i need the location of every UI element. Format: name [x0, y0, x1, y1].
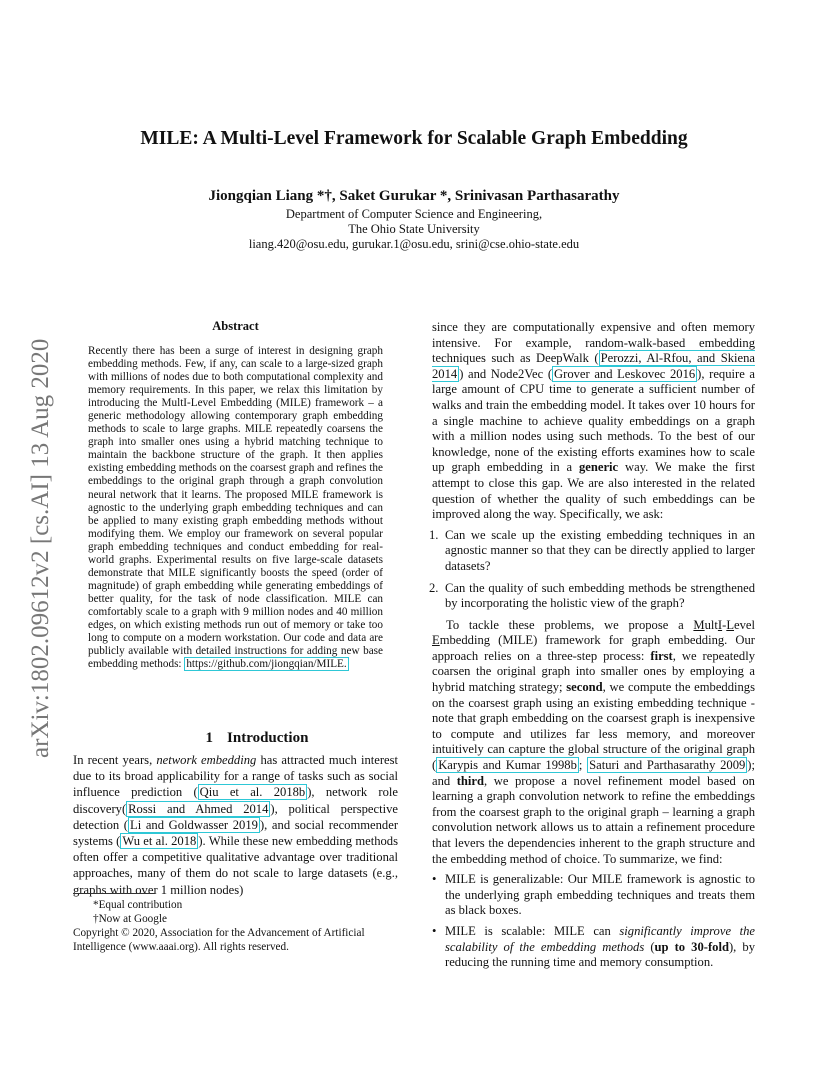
footnote-rule — [73, 893, 155, 894]
section-number: 1 — [205, 730, 214, 746]
bold-text: up to 30-fold — [654, 939, 729, 954]
citation-link[interactable]: Perozzi, Al-Rfou, and Skiena 2014 — [432, 351, 755, 381]
finding-text: MILE is scalable: MILE can — [445, 923, 620, 938]
question-number: 2. — [429, 580, 439, 595]
right-column — [429, 320, 755, 976]
affiliation-department: Department of Computer Science and Engineering, — [285, 207, 543, 221]
question-item — [429, 527, 755, 575]
finding-item — [432, 872, 755, 919]
finding-emphasis: significantly improve the scalability of the embedding methods — [445, 923, 755, 954]
intro-text: ). While these new embedding methods often offer a competitive qualitative advantage over traditional approaches, many of them do not scale to large datasets (e.g., graphs with over 1 million nodes) — [73, 834, 399, 897]
finding-item — [432, 924, 755, 971]
finding-text: MILE is generalizable: Our MILE framework is agnostic to the underlying graph embedding techniques and treats them as black boxes. — [445, 872, 755, 918]
citation-link[interactable]: Wu et al. 2018 — [122, 834, 197, 849]
body-text: ult — [704, 617, 718, 632]
question-item — [429, 580, 755, 612]
body-text: To tackle these problems, we propose a — [446, 617, 694, 632]
body-text: , we compute the embeddings on the coarsest graph using an existing embedding technique - note that graph embedding on the coarsest graph is inexpensive to compute and utilizes far less memory, and moreover intuitively can capture the global structure of the original graph ( — [432, 680, 755, 773]
section-title: Introduction — [227, 730, 309, 746]
question-text: Can the quality of such embedding methods be strengthened by incorporating the holistic view of the graph? — [445, 580, 755, 611]
citation-link[interactable]: Rossi and Ahmed 2014 — [128, 801, 269, 816]
question-text: Can we scale up the existing embedding techniques in an agnostic manner so that they can be directly applied to larger datasets? — [445, 527, 755, 573]
question-number: 1. — [429, 527, 439, 542]
abstract-body — [88, 345, 383, 671]
finding-text: ( — [644, 939, 655, 954]
underlined-letter: L — [726, 617, 735, 632]
body-text: ); and — [432, 758, 755, 788]
footnotes — [73, 898, 401, 954]
bold-text: second — [566, 680, 603, 695]
bold-text: generic — [578, 460, 619, 475]
affiliation-university: The Ohio State University — [348, 222, 480, 236]
footnote-equal-contribution: *Equal contribution — [93, 899, 183, 911]
body-text: , we propose a novel refinement model based on learning a graph convolution network to refine the embeddings from the coarsest graph to the original graph – learning a graph convolution network allows us to attain a refinement procedure that levers the dependencies inherent to the graph structure and the embedding method of choice. To summarize, we find: — [432, 773, 755, 866]
underlined-letter: E — [432, 633, 440, 648]
body-text: ), require a large amount of CPU time to generate a sufficient number of walks and train the embedding model. It takes over 10 hours for a single machine to achieve quality embeddings on a graph with a million nodes using such methods. To the best of our knowledge, none of the existing efforts examines how to scale up graph embedding in a — [432, 366, 755, 475]
footnote-affiliation: †Now at Google — [93, 913, 167, 925]
abstract-text: Recently there has been a surge of interest in designing graph embedding methods. Few, if any, can scale to a large-sized graph with millions of nodes due to both computational complexity and memory requirements. In this paper, we relax this limitation by introducing the MultI-Level Embedding (MILE) framework – a generic methodology allowing contemporary graph embedding methods to scale to large graphs. MILE repeatedly coarsens the graph into smaller ones using a hybrid matching technique to maintain the backbone structure of the graph. It then applies existing embedding methods on the coarsest graph and refines the embeddings to the original graph through a graph convolution neural network that it learns. The proposed MILE framework is agnostic to the underlying graph embedding techniques and can be applied to many existing graph embedding methods without modifying them. We employ our framework on several popular graph embedding techniques and conduct embedding for real-world graphs. Experimental results on five large-scale datasets demonstrate that MILE significantly boosts the speed (order of magnitude) of graph embedding while generating embeddings of better quality, for the task of node classification. MILE can comfortably scale to a graph with 9 million nodes and 40 million edges, on which existing methods run out of memory or take too long to compute on a modern workstation. Our code and data are publicly available with detailed instructions for adding new base embedding methods: — [88, 345, 383, 671]
paper-title: MILE: A Multi-Level Framework for Scalable Graph Embedding — [140, 128, 688, 149]
copyright-notice: Copyright © 2020, Association for the Advancement of Artificial Intelligence (www.aaai.org). All rights reserved. — [73, 927, 365, 953]
bullet-icon: • — [432, 923, 437, 938]
bullet-icon: • — [432, 872, 437, 887]
body-text: way. We make the first attempt to close this gap. We are also interested in the related question of whether the quality of such embeddings can be improved along the way. Specifically, we ask: — [432, 460, 755, 522]
body-text: , we repeatedly coarsen the original graph into smaller ones by employing a hybrid matching strategy; — [432, 648, 755, 695]
bold-text: first — [650, 648, 673, 663]
code-repository-link[interactable]: https://github.com/jiongqian/MILE. — [186, 658, 347, 671]
findings-list — [432, 872, 755, 971]
author-list: Jiongqian Liang *†, Saket Gurukar *, Srinivasan Parthasarathy — [208, 188, 620, 204]
underlined-letter: M — [693, 617, 705, 632]
section-heading-introduction — [130, 730, 398, 747]
citation-link[interactable]: Grover and Leskovec 2016 — [554, 366, 696, 381]
body-text: ) and Node2Vec ( — [459, 366, 553, 381]
body-text: mbedding (MILE) framework for graph embedding. Our approach relies on a three-step process: — [432, 633, 755, 663]
body-text: ; — [578, 758, 588, 773]
intro-paragraph — [73, 752, 398, 898]
bold-text: third — [456, 773, 485, 788]
citation-link[interactable]: Li and Goldwasser 2019 — [130, 817, 258, 832]
intro-text: ), political perspective detection ( — [73, 801, 398, 832]
intro-text: ), network role discovery( — [73, 785, 398, 816]
abstract-heading: Abstract — [212, 319, 259, 333]
underlined-letter: I — [717, 617, 723, 632]
body-text: since they are computationally expensive and often memory intensive. For example, random-walk-based embedding techniques such as DeepWalk ( — [432, 320, 755, 366]
intro-emphasis: network embedding — [156, 753, 257, 767]
approach-paragraph — [432, 618, 755, 868]
author-emails: liang.420@osu.edu, gurukar.1@osu.edu, srini@cse.ohio-state.edu — [248, 237, 580, 251]
citation-link[interactable]: Karypis and Kumar 1998b — [438, 758, 577, 773]
motivation-paragraph — [432, 320, 755, 523]
arxiv-identifier-stamp — [6, 290, 66, 760]
intro-text: In recent years, — [73, 753, 157, 767]
research-questions — [429, 527, 755, 612]
body-text: - — [722, 617, 727, 632]
intro-text: has attracted much interest due to its broad applicability for a range of tasks such as social influence prediction ( — [73, 753, 399, 800]
finding-text: ), by reducing the running time and memory consumption. — [445, 939, 755, 970]
arxiv-stamp-text: arXiv:1802.09612v2 [cs.AI] 13 Aug 2020 — [27, 338, 54, 758]
intro-text: ), and social recommender systems ( — [73, 817, 399, 849]
citation-link[interactable]: Saturi and Parthasarathy 2009 — [589, 758, 746, 773]
citation-link[interactable]: Qiu et al. 2018b — [199, 785, 306, 800]
body-text: evel — [734, 617, 755, 632]
